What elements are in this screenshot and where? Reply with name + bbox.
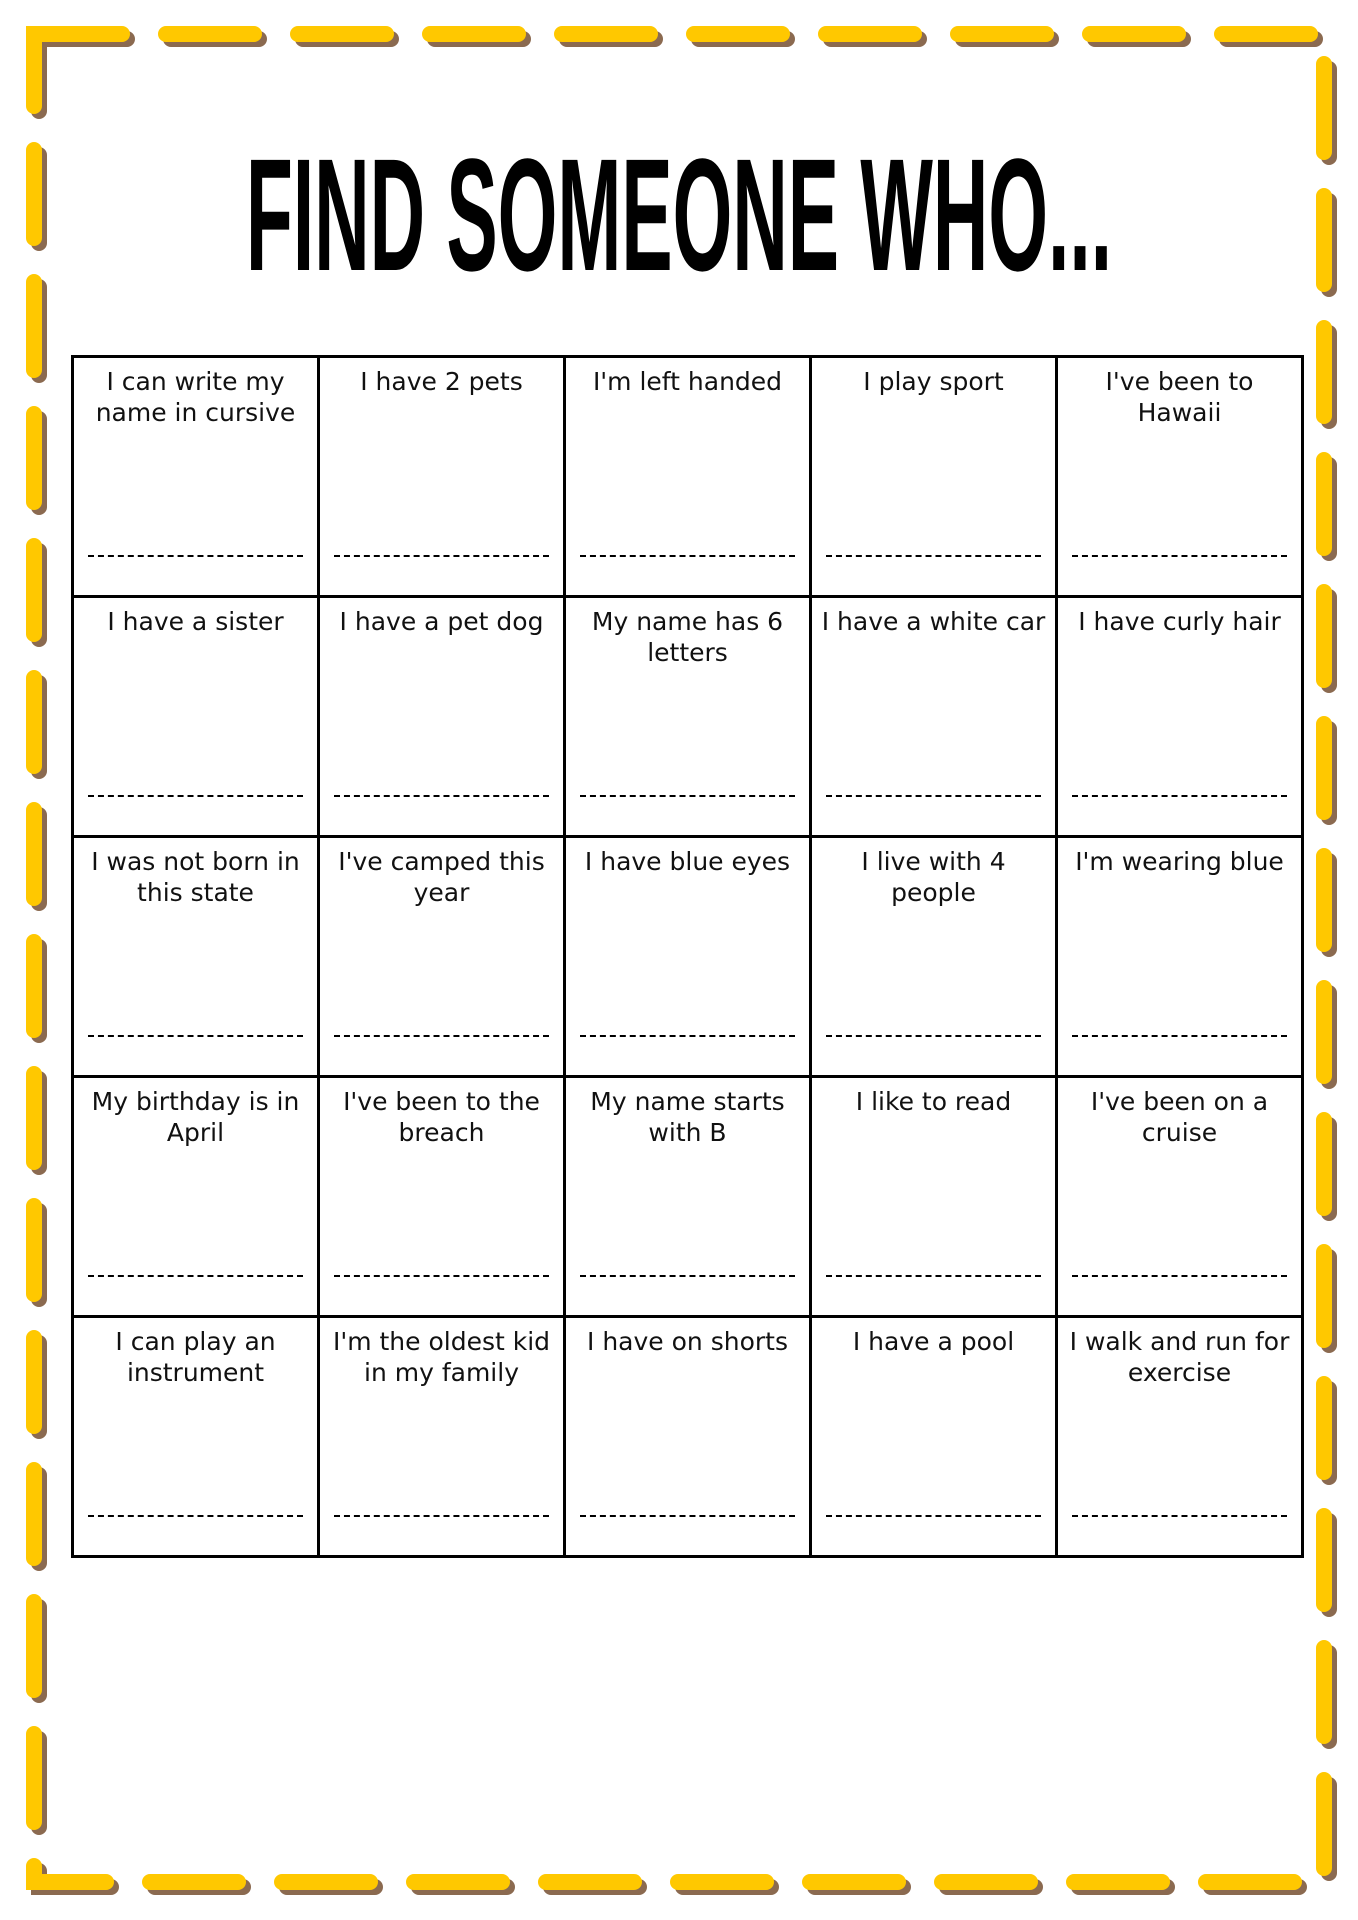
cell-prompt: I've camped this year (338, 847, 545, 907)
grid-cell (319, 1077, 565, 1317)
signature-line[interactable] (1072, 1515, 1287, 1517)
grid-cell (565, 837, 811, 1077)
signature-line[interactable] (580, 795, 795, 797)
signature-line[interactable] (334, 795, 549, 797)
grid-row (73, 1077, 1303, 1317)
grid-cell (565, 1317, 811, 1557)
cell-prompt: I have a white car (821, 607, 1046, 636)
grid-row (73, 1317, 1303, 1557)
signature-line[interactable] (826, 1035, 1041, 1037)
cell-prompt: My name has 6 letters (591, 607, 784, 667)
cell-prompt: I have blue eyes (584, 847, 791, 876)
cell-prompt: I like to read (855, 1087, 1012, 1116)
grid-cell (73, 597, 319, 837)
grid-cell (811, 597, 1057, 837)
grid-cell (811, 1317, 1057, 1557)
cell-prompt: I have on shorts (587, 1327, 788, 1356)
page-title (245, 125, 1113, 304)
signature-line[interactable] (88, 1035, 303, 1037)
signature-line[interactable] (334, 1035, 549, 1037)
signature-line[interactable] (826, 1275, 1041, 1277)
grid-cell (1057, 837, 1303, 1077)
find-someone-grid (71, 355, 1304, 1558)
grid-row (73, 597, 1303, 837)
grid-row (73, 357, 1303, 597)
cell-prompt: I can write my name in cursive (95, 367, 296, 427)
grid-cell (1057, 597, 1303, 837)
cell-prompt: I have a pool (852, 1327, 1015, 1356)
signature-line[interactable] (826, 1515, 1041, 1517)
signature-line[interactable] (334, 555, 549, 557)
cell-prompt: I live with 4 people (861, 847, 1006, 907)
signature-line[interactable] (580, 1035, 795, 1037)
cell-prompt: I play sport (863, 367, 1004, 396)
page-title-text: FIND SOMEONE WHO... (245, 125, 1113, 304)
grid-cell (73, 1317, 319, 1557)
signature-line[interactable] (334, 1515, 549, 1517)
grid-cell (811, 1077, 1057, 1317)
grid-row (73, 837, 1303, 1077)
cell-prompt: I'm left handed (592, 367, 783, 396)
grid-cell (565, 1077, 811, 1317)
cell-prompt: I'm wearing blue (1075, 847, 1284, 876)
cell-prompt: I've been on a cruise (1090, 1087, 1269, 1147)
cell-prompt: I walk and run for exercise (1069, 1327, 1290, 1387)
cell-prompt: I have a sister (107, 607, 284, 636)
cell-prompt: My name starts with B (590, 1087, 785, 1147)
grid-cell (319, 357, 565, 597)
cell-prompt: I have curly hair (1078, 607, 1281, 636)
grid-cell (319, 837, 565, 1077)
cell-prompt: My birthday is in April (91, 1087, 300, 1147)
grid-cell (1057, 1077, 1303, 1317)
signature-line[interactable] (826, 795, 1041, 797)
signature-line[interactable] (88, 1275, 303, 1277)
cell-prompt: I've been to the breach (343, 1087, 540, 1147)
cell-prompt: I've been to Hawaii (1105, 367, 1254, 427)
signature-line[interactable] (1072, 795, 1287, 797)
signature-line[interactable] (1072, 1035, 1287, 1037)
signature-line[interactable] (88, 795, 303, 797)
cell-prompt: I can play an instrument (115, 1327, 276, 1387)
grid-cell (73, 837, 319, 1077)
signature-line[interactable] (1072, 555, 1287, 557)
cell-prompt: I was not born in this state (91, 847, 300, 907)
cell-prompt: I'm the oldest kid in my family (332, 1327, 551, 1387)
grid-cell (319, 1317, 565, 1557)
cell-prompt: I have a pet dog (339, 607, 544, 636)
grid-cell (565, 597, 811, 837)
grid-cell (811, 357, 1057, 597)
grid-cell (1057, 1317, 1303, 1557)
grid-cell (73, 357, 319, 597)
grid-cell (565, 357, 811, 597)
signature-line[interactable] (88, 555, 303, 557)
signature-line[interactable] (826, 555, 1041, 557)
signature-line[interactable] (580, 555, 795, 557)
grid-cell (319, 597, 565, 837)
signature-line[interactable] (334, 1275, 549, 1277)
signature-line[interactable] (1072, 1275, 1287, 1277)
cell-prompt: I have 2 pets (360, 367, 523, 396)
signature-line[interactable] (88, 1515, 303, 1517)
signature-line[interactable] (580, 1275, 795, 1277)
grid-cell (73, 1077, 319, 1317)
grid-cell (811, 837, 1057, 1077)
signature-line[interactable] (580, 1515, 795, 1517)
grid-cell (1057, 357, 1303, 597)
